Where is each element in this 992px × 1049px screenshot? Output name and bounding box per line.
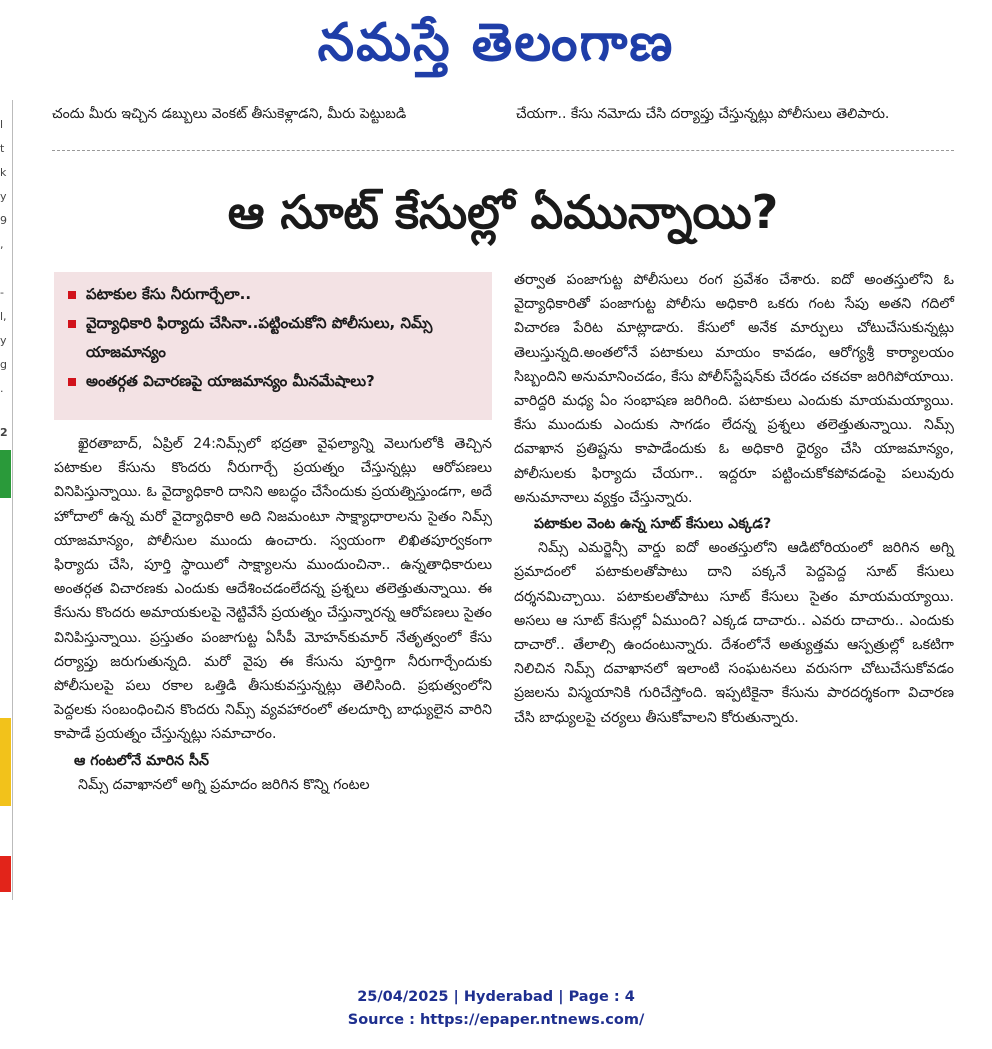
highlight-item bbox=[66, 309, 482, 367]
article-paragraph: నిమ్స్ దవాఖానలో అగ్ని ప్రమాదం జరిగిన కొన్ని గంటల bbox=[78, 776, 370, 793]
previous-article-line-right: చేయగా.. కేసు నమోదు చేసి దర్యాప్తు చేస్తున్నట్లు పోలీసులు తెలిపారు. bbox=[516, 106, 890, 122]
highlight-text: వైద్యాధికారి ఫిర్యాదు చేసినా..పట్టించుకోని పోలీసులు, నిమ్స్ యాజమాన్యం bbox=[86, 314, 433, 361]
edge-char: y bbox=[0, 190, 7, 203]
edge-char: - bbox=[0, 286, 4, 299]
edge-char: l bbox=[0, 118, 4, 131]
edge-char: t bbox=[0, 142, 5, 155]
highlight-text: అంతర్గత విచారణపై యాజమాన్యం మీనమేషాలు? bbox=[86, 372, 375, 390]
newspaper-masthead: నమస్తే తెలంగాణ bbox=[317, 13, 675, 73]
bullet-square-icon bbox=[68, 291, 76, 299]
edge-char: y bbox=[0, 334, 7, 347]
edge-char: g bbox=[0, 358, 7, 371]
edge-red-block bbox=[0, 856, 11, 892]
article-headline: ఆ సూట్ కేసుల్లో ఏమున్నాయి? bbox=[227, 185, 779, 239]
edge-char: . bbox=[0, 382, 4, 395]
highlights-box bbox=[54, 272, 492, 420]
article-right-column bbox=[514, 268, 954, 730]
edge-char: , bbox=[0, 238, 4, 251]
section-divider bbox=[52, 150, 954, 151]
bullet-square-icon bbox=[68, 320, 76, 328]
edge-char: 2 bbox=[0, 426, 8, 439]
edge-char: 9 bbox=[0, 214, 7, 227]
edge-char: k bbox=[0, 166, 7, 179]
article-paragraph: తర్వాత పంజాగుట్ట పోలీసులు రంగ ప్రవేశం చేశారు. ఐదో అంతస్తులోని ఓ వైద్యాధికారితో పంజాగుట్ట పోలీసు అధికారి ఒకరు గంట సేపు అతని గదిలో విచారణ పేరిట మాట్లాడారు. కేసులో అనేక మార్పులు చోటుచేసుకున్నట్లు తెలుస్తున్నది.అంతలోనే పటాకులు మాయం కావడం, ఆరోగ్యశ్రీ కార్యాలయం సిబ్బందిని అనుమానించడం, కేసు పోలీస్‌స్టేషన్‌కు చేరడం చకచకా జరిగిపోయాయి. వారిద్దరి మధ్య ఏం సంభాషణ జరిగింది. పటాకులు ఎందుకు మాయమయ్యాయి. కేసు ముందుకు ఎందుకు సాగడం లేదన్న ప్రశ్నలు తలెత్తుతున్నాయి. నిమ్స్ దవాఖాన ప్రతిష్టను కాపాడేందుకు ఓ అధికారి ధైర్యం చేసి యాజమాన్యం, పోలీసులకు ఫిర్యాదు చేయగా.. ఇద్దరూ పట్టించుకోకపోవడంపై పలువురు అనుమానాలు వ్యక్తం చేస్తున్నారు. bbox=[514, 272, 954, 506]
article-subheading: పటాకుల వెంట ఉన్న సూట్ కేసులు ఎక్కడ? bbox=[534, 516, 772, 533]
article-paragraph: ఖైరతాబాద్, ఏప్రిల్ 24:నిమ్స్‌లో భద్రతా వైఫల్యాన్ని వెలుగులోకి తెచ్చిన పటాకుల కేసును కొందరు నీరుగార్చే ప్రయత్నం చేస్తున్నట్లు ఆరోపణలు వినిపిస్తున్నాయి. ఓ వైద్యాధికారి దానిని అబద్ధం చేసేందుకు ప్రయత్నిస్తుండగా, అదే హోదాలో ఉన్న మరో వైద్యాధికారి అది నిజమంటూ సాక్ష్యాధారాలను సైతం నిమ్స్ యాజమాన్యం, పోలీసుల ముందు ఉంచారు. స్వయంగా లిఖితపూర్వకంగా ఫిర్యాదు చేసి, పూర్తి స్థాయిలో సాక్ష్యాలను ముందుంచినా.. ఉన్నతాధికారులు అంతర్గత విచారణకు ఎందుకు ఆదేశించడంలేదన్న ప్రశ్నలు తలెత్తుతున్నాయి. ఈ కేసును కొందరు అమాయకులపై నెట్టివేసే ప్రయత్నం చేస్తున్నారన్న ఆరోపణలు సైతం వినిపిస్తున్నాయి. ప్రస్తుతం పంజాగుట్ట ఏసీపీ మోహన్‌కుమార్ నేతృత్వంలో కేసు దర్యాప్తు జరుగుతున్నది. మరో వైపు ఈ కేసును పూర్తిగా నీరుగార్చేందుకు పోలీసులపై పలు రకాల ఒత్తిడి తీసుకువస్తున్నట్లు తెలిసింది. ప్రభుత్వంలోని పెద్దలకు సంబంధించిన కొందరు నిమ్స్ వ్యవహారంలో తలదూర్చి బాధ్యులైన వారిని కాపాడే ప్రయత్నం చేస్తున్నట్లు సమాచారం. bbox=[54, 436, 492, 743]
edge-green-block bbox=[0, 450, 11, 498]
footer-source-line: Source : https://epaper.ntnews.com/ bbox=[347, 1012, 645, 1028]
highlight-item bbox=[66, 367, 482, 396]
article-paragraph: నిమ్స్ ఎమర్జెన్సీ వార్డు ఐదో అంతస్తులోని ఆడిటోరియంలో జరిగిన అగ్ని ప్రమాదంలో పటాకులతోపాటు దాని పక్కనే పెద్దపెద్ద సూట్ కేసులు దర్శనమిచ్చాయి. పటాకులతోపాటు సూట్ కేసులు సైతం మాయమయ్యాయి. అసలు ఆ సూట్ కేసుల్లో ఏముంది? ఎక్కడ దాచారు.. ఎవరు దాచారు.. ఎందుకు దాచారో.. తేలాల్సి ఉందంటున్నారు. దేశంలోనే అత్యుత్తమ ఆస్పత్రుల్లో ఒకటిగా నిలిచిన నిమ్స్ దవాఖానలో ఇలాంటి సంఘటనలు వరుసగా చోటుచేసుకోవడం ప్రజలను విస్మయానికి గురిచేస్తోంది. ఇప్పటికైనా కేసును పారదర్శకంగా విచారణ చేసి బాధ్యులపై చర్యలు తీసుకోవాలని కోరుతున్నారు. bbox=[514, 540, 954, 726]
edge-yellow-block bbox=[0, 718, 11, 806]
article-subheading: ఆ గంటలోనే మారిన సీన్ bbox=[74, 752, 209, 769]
article-left-column bbox=[54, 432, 492, 797]
previous-article-line-left: చందు మీరు ఇచ్చిన డబ్బులు వెంకట్ తీసుకెళ్లాడని, మీరు పెట్టుబడి bbox=[52, 106, 407, 122]
footer-date-line: 25/04/2025 | Hyderabad | Page : 4 bbox=[357, 989, 635, 1005]
adjacent-article-edge bbox=[0, 100, 13, 900]
highlight-text: పటాకుల కేసు నీరుగార్చేలా.. bbox=[86, 285, 252, 303]
highlight-item bbox=[66, 280, 482, 309]
edge-char: l, bbox=[0, 310, 7, 323]
bullet-square-icon bbox=[68, 378, 76, 386]
